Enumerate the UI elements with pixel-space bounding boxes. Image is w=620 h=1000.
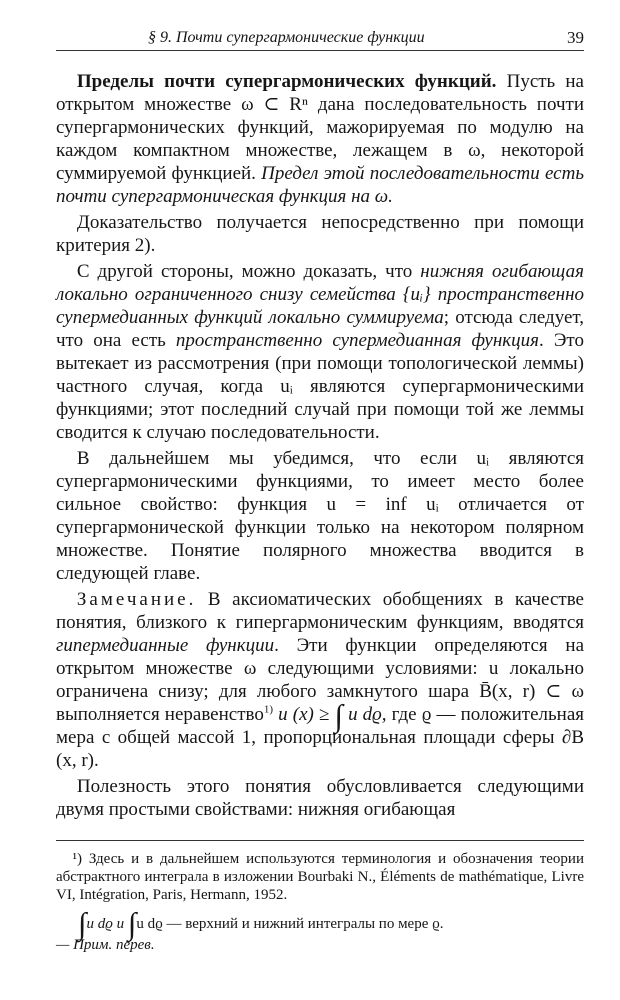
paragraph-remark bbox=[56, 588, 584, 772]
paragraph-text: Пусть на открытом множестве ω ⊂ Rⁿ дана последовательность почти супергармонических функций, мажорируемая по модулю на каждом компактном множестве, лежащем в ω, некоторой суммируемой функцией. bbox=[56, 71, 584, 184]
lower-integral-icon: ∫ bbox=[127, 906, 137, 941]
paragraph-text: . Эти функции определяются на открытом множестве ω следующими условиями: u локально ограничена снизу; для любого замкнутого шара B̄(x, r) ⊂ ω выполняется неравенство bbox=[56, 635, 585, 725]
section-heading: Пределы почти супергармонических функций. bbox=[76, 71, 497, 92]
upper-integral-icon: ∫ bbox=[78, 906, 87, 941]
footnote-integrals bbox=[56, 906, 584, 941]
footnote-formula-text: u dϱ и bbox=[86, 916, 128, 932]
footnote-formula-text: u dϱ — верхний и нижний интегралы по мере ϱ. bbox=[136, 916, 444, 932]
paragraph-text: В аксиоматических обобщениях в качестве понятия, близкого к гипергармоническим функциям, вводятся bbox=[56, 589, 584, 633]
formula-right: u dϱ, bbox=[342, 704, 387, 725]
paragraph-lower-envelope bbox=[56, 260, 584, 444]
header-title: § 9. Почти супергармонические функции bbox=[148, 29, 425, 46]
page-number: 39 bbox=[567, 28, 584, 47]
footnote-text: Здесь и в дальнейшем используются терминология и обозначения теории абстрактного интеграла в изложении Bourbaki N., Éléments de mathématique, Livre VI, Intégration, Paris, Hermann, 1952. bbox=[56, 851, 584, 903]
italic-statement: нижняя огибающая локально ограниченного снизу семейства {uᵢ} пространственно супермедианных функций локально суммируема bbox=[56, 261, 584, 328]
running-header bbox=[56, 24, 584, 51]
italic-statement: пространственно супермедианная функция bbox=[175, 330, 539, 351]
translator-note: — Прим. перев. bbox=[56, 937, 155, 953]
italic-statement: Предел этой последовательности есть почти супергармоническая функция на ω. bbox=[56, 163, 584, 207]
paragraph-text: где ϱ — положительная мера с общей массой 1, пропорциональная площади сферы ∂B (x, r). bbox=[56, 704, 585, 771]
mean-inequality bbox=[278, 698, 387, 733]
paragraph-text: ; отсюда следует, что она есть bbox=[56, 307, 585, 351]
footnotes bbox=[56, 840, 584, 954]
paragraph-usefulness: Полезность этого понятия обусловливается следующими двумя простыми свойствами: нижняя огибающая bbox=[56, 776, 584, 820]
paragraph-stronger-property: В дальнейшем мы убедимся, что если uᵢ являются супергармоническими функциями, то имеет место более сильное свойство: функция u = inf uᵢ отличается от супергармонической функции только на некотором полярном множестве. Понятие полярного множества вводится в следующей главе. bbox=[56, 448, 584, 584]
integral-icon: ∫ bbox=[334, 698, 343, 733]
footnote bbox=[56, 850, 584, 904]
footnote-marker: ¹) bbox=[72, 851, 82, 867]
main-text bbox=[56, 70, 584, 821]
paragraph-text: . Это вытекает из рассмотрения (при помощи топологической леммы) частного случая, когда uᵢ являются супергармоническими функциями; этот последний случай при помощи той же леммы сводится к случаю последовательности. bbox=[56, 330, 584, 443]
footnote-divider bbox=[56, 840, 216, 841]
formula-left: u (x) ≥ bbox=[278, 704, 335, 725]
paragraph-proof: Доказательство получается непосредственно при помощи критерия 2). bbox=[56, 212, 584, 256]
italic-term: гипермедианные функции bbox=[56, 635, 275, 656]
paragraph-text: С другой стороны, можно доказать, что bbox=[76, 261, 421, 282]
paragraph-limits bbox=[56, 70, 584, 208]
remark-label: Замечание. bbox=[76, 589, 197, 610]
book-page bbox=[56, 24, 584, 954]
footnote-reference: 1) bbox=[263, 703, 274, 716]
